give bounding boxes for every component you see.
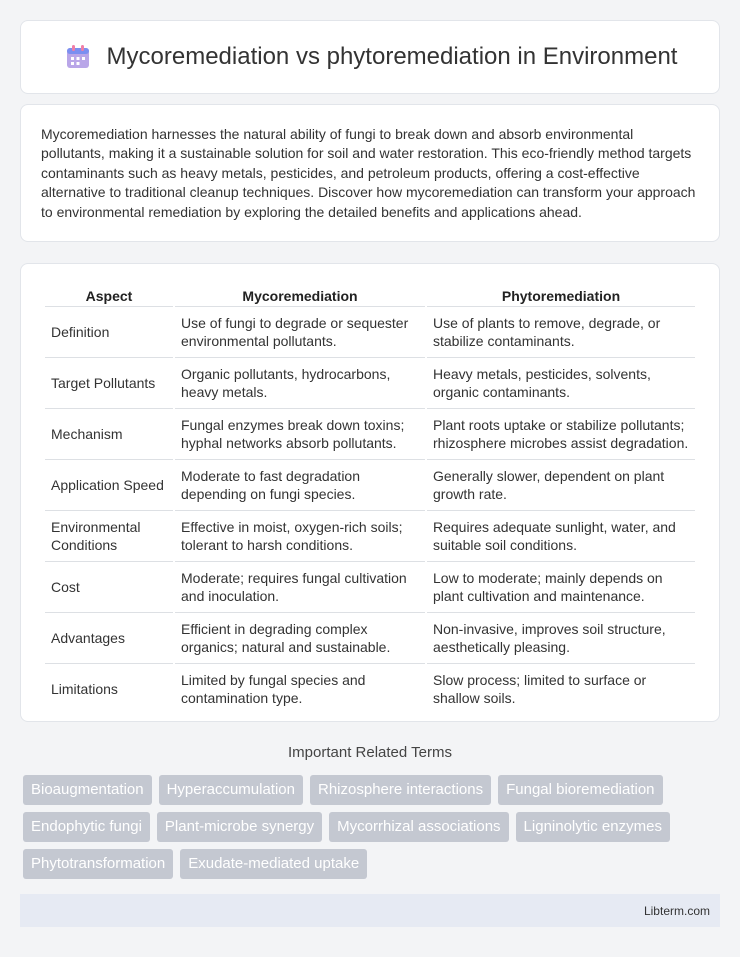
tag-exudate-mediated-uptake[interactable]: Exudate-mediated uptake: [180, 849, 367, 879]
comparison-table: [43, 286, 697, 714]
aspect-cell: Target Pollutants: [45, 358, 173, 409]
phyto-cell: Low to moderate; mainly depends on plant cultivation and maintenance.: [427, 562, 695, 613]
myco-cell: Efficient in degrading complex organics; natural and sustainable.: [175, 613, 425, 664]
aspect-cell: Cost: [45, 562, 173, 613]
myco-cell: Moderate; requires fungal cultivation and inoculation.: [175, 562, 425, 613]
phyto-cell: Requires adequate sunlight, water, and suitable soil conditions.: [427, 511, 695, 562]
phyto-cell: Slow process; limited to surface or shallow soils.: [433, 672, 647, 706]
table-row: [45, 307, 695, 358]
footer: [20, 894, 720, 927]
calendar-icon: [63, 42, 93, 72]
intro-card: [20, 104, 720, 242]
table-row: [45, 562, 695, 613]
tag-hyperaccumulation[interactable]: Hyperaccumulation: [159, 775, 303, 805]
tag-phytotransformation[interactable]: Phytotransformation: [23, 849, 173, 879]
tag-endophytic-fungi[interactable]: Endophytic fungi: [23, 812, 150, 842]
intro-paragraph: Mycoremediation harnesses the natural ability of fungi to break down and absorb environmental pollutants, making it a sustainable solution for soil and water restoration. This eco-friendly method targets contaminants such as heavy metals, pesticides, and petroleum products, offering a cost-effective alternative to traditional cleanup techniques. Discover how mycoremediation can transform your approach to environmental remediation by exploring the detailed benefits and applications ahead.: [41, 126, 696, 220]
tag-bioaugmentation[interactable]: Bioaugmentation: [23, 775, 152, 805]
related-terms-heading: Important Related Terms: [288, 744, 452, 761]
tag-mycorrhizal-associations[interactable]: Mycorrhizal associations: [329, 812, 508, 842]
header-card: [20, 20, 720, 94]
myco-cell: Moderate to fast degradation depending on fungi species.: [175, 460, 425, 511]
phyto-cell: Generally slower, dependent on plant growth rate.: [427, 460, 695, 511]
aspect-cell: Limitations: [51, 681, 118, 697]
aspect-cell: Application Speed: [45, 460, 173, 511]
aspect-cell: Environmental Conditions: [45, 511, 173, 562]
aspect-cell: Definition: [45, 307, 173, 358]
table-row: [45, 358, 695, 409]
table-row: [45, 664, 695, 714]
tag-rhizosphere-interactions[interactable]: Rhizosphere interactions: [310, 775, 491, 805]
table-row: [45, 460, 695, 511]
aspect-cell: Mechanism: [45, 409, 173, 460]
myco-cell: Fungal enzymes break down toxins; hyphal networks absorb pollutants.: [175, 409, 425, 460]
table-row: [45, 511, 695, 562]
header-phytoremediation: Phytoremediation: [427, 286, 695, 307]
table-row: [45, 613, 695, 664]
tag-fungal-bioremediation[interactable]: Fungal bioremediation: [498, 775, 662, 805]
phyto-cell: Heavy metals, pesticides, solvents, organic contaminants.: [427, 358, 695, 409]
page-title: Mycoremediation vs phytoremediation in Environment: [106, 43, 678, 70]
tag-plant-microbe-synergy[interactable]: Plant-microbe synergy: [157, 812, 322, 842]
phyto-cell: Plant roots uptake or stabilize pollutants; rhizosphere microbes assist degradation.: [427, 409, 695, 460]
myco-cell: Use of fungi to degrade or sequester environmental pollutants.: [175, 307, 425, 358]
table-header-row: [45, 286, 695, 307]
footer-site-link[interactable]: Libterm.com: [643, 903, 710, 918]
myco-cell: Effective in moist, oxygen-rich soils; tolerant to harsh conditions.: [175, 511, 425, 562]
header-aspect: Aspect: [45, 286, 173, 307]
table-row: [45, 409, 695, 460]
tag-ligninolytic-enzymes[interactable]: Ligninolytic enzymes: [516, 812, 670, 842]
aspect-cell: Advantages: [45, 613, 173, 664]
header-mycoremediation: Mycoremediation: [175, 286, 425, 307]
myco-cell: Limited by fungal species and contamination type.: [181, 672, 366, 706]
phyto-cell: Non-invasive, improves soil structure, aesthetically pleasing.: [427, 613, 695, 664]
phyto-cell: Use of plants to remove, degrade, or stabilize contaminants.: [427, 307, 695, 358]
related-terms-list: [23, 775, 723, 879]
comparison-card: [20, 263, 720, 722]
myco-cell: Organic pollutants, hydrocarbons, heavy metals.: [175, 358, 425, 409]
